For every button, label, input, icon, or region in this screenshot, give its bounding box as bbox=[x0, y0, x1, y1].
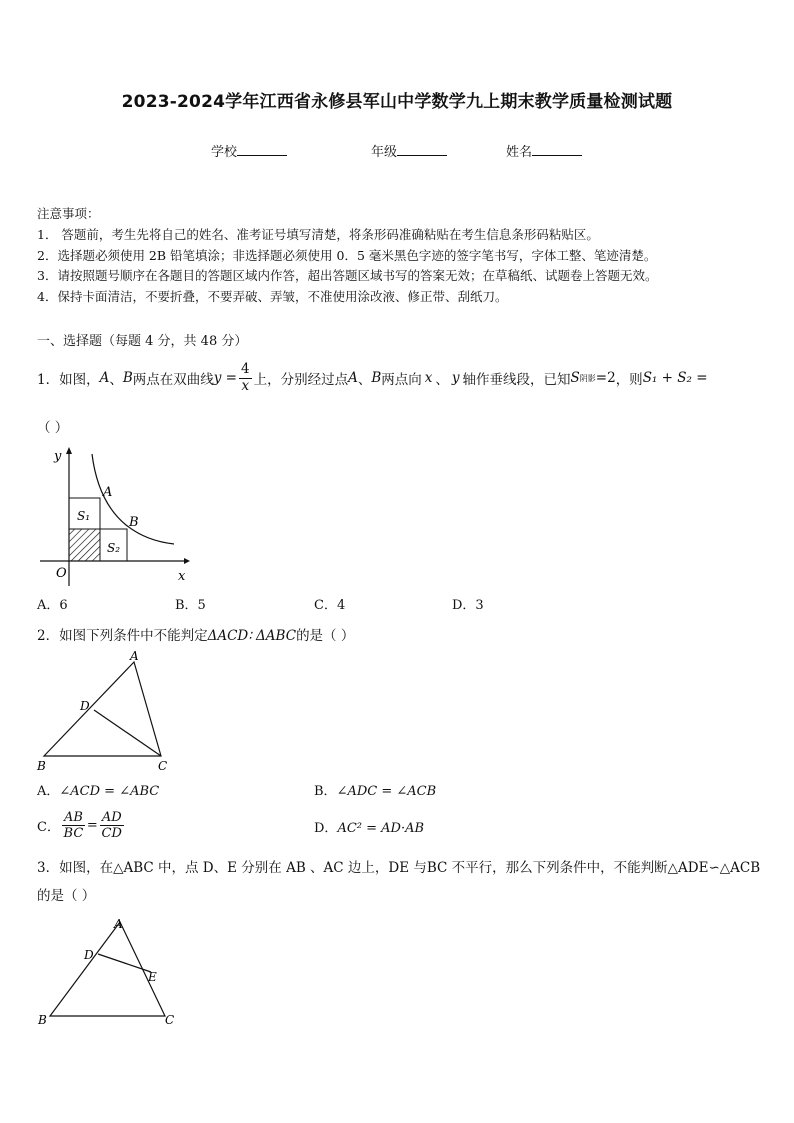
q1-var-b: B bbox=[371, 370, 382, 386]
q1-var-y: y bbox=[451, 370, 460, 386]
q2-option-c bbox=[37, 806, 126, 844]
q2-opt-c-num2: AD bbox=[101, 809, 122, 825]
q2-opt-c-num1: AB bbox=[63, 809, 83, 825]
q2-opt-c-frac2 bbox=[100, 811, 124, 840]
q1-option-b: B．5 bbox=[175, 598, 206, 613]
q2-text: 的是（ ） bbox=[296, 628, 355, 644]
q3-label-c: C bbox=[165, 1013, 175, 1027]
q1-var-a: A bbox=[348, 370, 358, 386]
q2-option-d bbox=[314, 817, 424, 836]
section-heading: 一、选择题（每题 4 分，共 48 分） bbox=[37, 334, 248, 349]
q2-opt-b-label: B． bbox=[314, 784, 337, 799]
y-label: y bbox=[54, 449, 62, 464]
notice-item-1: 1． 答题前，考生先将自己的姓名、准考证号填写清楚，将条形码准确粘贴在考生信息条形码粘贴区。 bbox=[37, 227, 599, 242]
q2-figure bbox=[34, 648, 174, 774]
q2-opt-d-label: D． bbox=[314, 821, 338, 836]
q1-text: 上，分别经过点 bbox=[253, 372, 349, 388]
q1-text: 轴作垂线段，已知 bbox=[462, 372, 571, 388]
q2-option-b bbox=[314, 780, 436, 799]
school-label: 学校 bbox=[211, 145, 238, 160]
q1-frac-den: x bbox=[241, 377, 250, 394]
y-arrow bbox=[66, 447, 72, 454]
name-blank bbox=[532, 143, 582, 156]
q1-option-d: D．3 bbox=[452, 598, 484, 613]
q2-opt-d-text: AC² = AD·AB bbox=[337, 821, 425, 836]
question-3-stem-cont: 的是（ ） bbox=[37, 888, 96, 904]
q1-text: 两点在双曲线 bbox=[132, 372, 214, 388]
grade-label: 年级 bbox=[371, 145, 398, 160]
q2-opt-c-den2: CD bbox=[101, 825, 122, 841]
q1-var-a: A bbox=[99, 370, 110, 386]
question-2-stem bbox=[37, 624, 354, 644]
q1-text: 两点向 bbox=[381, 372, 422, 388]
q1-frac-num: 4 bbox=[241, 361, 250, 377]
q2-label-c: C bbox=[158, 759, 168, 773]
question-3-stem: 3．如图，在△ABC 中，点 D、E 分别在 AB 、AC 边上，DE 与BC 不平行，那么下列条件中，不能判断△ADE∽△ACB bbox=[37, 860, 761, 876]
x-label: x bbox=[178, 569, 186, 584]
q1-sep: 、 bbox=[109, 372, 123, 388]
school-field bbox=[211, 141, 287, 160]
x-arrow bbox=[184, 558, 190, 564]
point-b-label: B bbox=[129, 515, 139, 530]
triangle-abc bbox=[50, 922, 165, 1016]
q3-figure bbox=[34, 912, 184, 1032]
name-label: 姓名 bbox=[506, 145, 533, 160]
school-blank bbox=[237, 143, 287, 156]
q1-var-b: B bbox=[122, 370, 133, 386]
grade-blank bbox=[397, 143, 447, 156]
q1-s-shadow: S bbox=[570, 370, 580, 386]
segment-de bbox=[98, 954, 151, 972]
q2-opt-c-eq: = bbox=[86, 817, 98, 833]
q2-option-a bbox=[37, 780, 159, 799]
q2-text: 2．如图下列条件中不能判定 bbox=[37, 628, 208, 644]
point-a-label: A bbox=[103, 485, 113, 500]
q1-var-x: x bbox=[424, 370, 433, 386]
question-1-stem bbox=[37, 358, 708, 398]
notice-item-2: 2．选择题必须使用 2B 铅笔填涂；非选择题必须使用 0．5 毫米黑色字迹的签字笔书写，字体工整、笔迹清楚。 bbox=[37, 248, 657, 263]
q1-s1s2: S₁ + S₂ = bbox=[642, 370, 708, 386]
q1-fraction bbox=[239, 363, 252, 393]
q2-opt-a-text: ∠ACD = ∠ABC bbox=[59, 784, 160, 799]
q1-sep: 、 bbox=[435, 372, 449, 388]
q2-opt-b-text: ∠ADC = ∠ACB bbox=[336, 784, 437, 799]
q1-text: 1．如图， bbox=[37, 372, 100, 388]
notice-item-4: 4．保持卡面清洁，不要折叠，不要弄破、弄皱，不准使用涂改液、修正带、刮纸刀。 bbox=[37, 289, 508, 304]
q3-label-d: D bbox=[84, 948, 94, 962]
q1-option-a: A．6 bbox=[37, 598, 68, 613]
grade-field bbox=[371, 141, 447, 160]
notice-heading: 注意事项： bbox=[37, 206, 100, 221]
s2-label: S₂ bbox=[107, 541, 121, 555]
q3-label-a: A bbox=[114, 917, 123, 931]
q2-relation: ΔACD∶ ΔABC bbox=[207, 628, 297, 644]
q1-text: ，则 bbox=[615, 372, 643, 388]
q1-y-eq: y = bbox=[213, 370, 237, 386]
q2-opt-c-den1: BC bbox=[63, 825, 84, 841]
segment-dc bbox=[94, 710, 161, 756]
shaded-region bbox=[69, 529, 100, 561]
q1-option-c: C．4 bbox=[314, 598, 346, 613]
q1-figure bbox=[36, 440, 196, 590]
q1-paren: （ ） bbox=[37, 420, 69, 436]
q3-label-e: E bbox=[148, 970, 157, 984]
origin-label: O bbox=[56, 566, 67, 581]
q2-opt-c-label: C． bbox=[37, 819, 60, 835]
triangle-abc bbox=[44, 662, 161, 756]
q1-s-shadow-sub: 阴影 bbox=[579, 373, 596, 383]
q1-sep: 、 bbox=[357, 372, 372, 388]
s1-label: S₁ bbox=[77, 509, 91, 523]
page-title: 2023-2024学年江西省永修县军山中学数学九上期末教学质量检测试题 bbox=[121, 92, 673, 112]
q2-label-b: B bbox=[37, 759, 46, 773]
q3-label-b: B bbox=[38, 1013, 47, 1027]
q2-opt-c-frac1 bbox=[62, 811, 85, 840]
q1-eq2: =2 bbox=[595, 370, 616, 386]
q2-label-a: A bbox=[130, 649, 139, 663]
q2-label-d: D bbox=[80, 699, 90, 713]
notice-item-3: 3．请按照题号顺序在各题目的答题区域内作答，超出答题区域书写的答案无效；在草稿纸、试题卷上答题无效。 bbox=[37, 268, 658, 283]
name-field bbox=[506, 141, 582, 160]
q2-opt-a-label: A． bbox=[37, 784, 60, 799]
